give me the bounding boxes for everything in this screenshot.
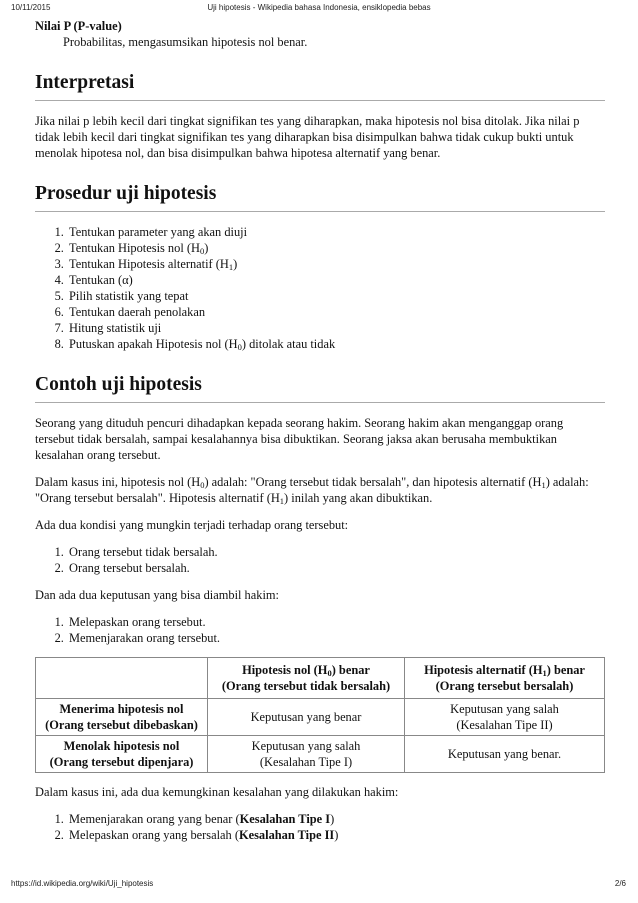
- definition-description: Probabilitas, mengasumsikan hipotesis nol benar.: [63, 35, 308, 49]
- list-item: 1. Orang tersebut tidak bersalah.: [67, 544, 605, 560]
- article-content: [35, 18, 605, 843]
- contoh-paragraph-4: Dan ada dua keputusan yang bisa diambil hakim:: [35, 588, 279, 602]
- list-item: 6. Tentukan daerah penolakan: [67, 304, 605, 320]
- table-header-h1: Hipotesis alternatif $(H_1)$ benar (Orang tersebut bersalah): [405, 658, 605, 699]
- decision-table: [35, 657, 605, 773]
- list-item: 8. Putuskan apakah Hipotesis nol $(H_0)$ ditolak atau tidak: [67, 336, 605, 352]
- table-row-header: Menerima hipotesis nol (Orang tersebut dibebaskan): [36, 699, 208, 736]
- list-item: 2. Orang tersebut bersalah.: [67, 560, 605, 576]
- contoh-paragraph-1: Seorang yang dituduh pencuri dihadapkan kepada seorang hakim. Seorang hakim akan menganggap orang tersebut tidak bersalah, sampai kesalahannya bisa dibuktikan. Seorang jaksa akan berusaha membuktikan kesalahan orang tersebut.: [35, 416, 564, 462]
- print-date: 10/11/2015: [11, 3, 51, 12]
- list-item: 7. Hitung statistik uji: [67, 320, 605, 336]
- definition-term: Nilai P (P-value): [35, 19, 122, 33]
- contoh-paragraph-2: Dalam kasus ini, hipotesis nol $(H_0)$ adalah: "Orang tersebut tidak bersalah", dan hipotesis alternatif $(H_1)$ adalah: "Orang tersebut bersalah". Hipotesis alternatif $(H_1)$ inilah yang akan dibuktikan.: [35, 475, 589, 506]
- print-title: Uji hipotesis - Wikipedia bahasa Indonesia, ensiklopedia bebas: [207, 3, 431, 12]
- table-header-row: [36, 658, 605, 699]
- heading-interpretasi: Interpretasi: [35, 72, 605, 101]
- table-row: [36, 699, 605, 736]
- contoh-paragraph-5: Dalam kasus ini, ada dua kemungkinan kesalahan yang dilakukan hakim:: [35, 785, 399, 799]
- list-item: 1. Tentukan parameter yang akan diuji: [67, 224, 605, 240]
- contoh-paragraph-3: Ada dua kondisi yang mungkin terjadi terhadap orang tersebut:: [35, 518, 349, 532]
- kondisi-list: [35, 544, 605, 576]
- print-header: [0, 3, 638, 17]
- table-cell: Keputusan yang salah (Kesalahan Tipe II): [405, 699, 605, 736]
- table-cell: Keputusan yang salah (Kesalahan Tipe I): [208, 736, 405, 773]
- list-item: 5. Pilih statistik yang tepat: [67, 288, 605, 304]
- table-corner-cell: [36, 658, 208, 699]
- heading-contoh: Contoh uji hipotesis: [35, 374, 605, 403]
- kesalahan-list: [35, 811, 605, 843]
- print-url: https://id.wikipedia.org/wiki/Uji_hipotesis: [11, 879, 154, 888]
- table-cell: Keputusan yang benar.: [405, 736, 605, 773]
- list-item: 4. Tentukan (α): [67, 272, 605, 288]
- list-item: 2. Memenjarakan orang tersebut.: [67, 630, 605, 646]
- print-footer: [0, 879, 638, 893]
- list-item: 2. Melepaskan orang yang bersalah (Kesalahan Tipe II): [67, 827, 605, 843]
- prosedur-list: [35, 224, 605, 352]
- table-row: [36, 736, 605, 773]
- heading-prosedur: Prosedur uji hipotesis: [35, 183, 605, 212]
- list-item: 2. Tentukan Hipotesis nol $(H_0)$: [67, 240, 605, 256]
- list-item: 1. Melepaskan orang tersebut.: [67, 614, 605, 630]
- table-cell: Keputusan yang benar: [208, 699, 405, 736]
- keputusan-list: [35, 614, 605, 646]
- interpretasi-paragraph: Jika nilai p lebih kecil dari tingkat signifikan tes yang diharapkan, maka hipotesis nol bisa ditolak. Jika nilai p tidak lebih kecil dari tingkat signifikan tes yang diharapkan bisa disimpulkan bahwa tidak cukup bukti untuk menolak hipotesa nol, dan bisa disimpulkan bahwa hipotesa alternatif yang benar.: [35, 114, 580, 160]
- print-page-number: 2/6: [614, 879, 626, 888]
- table-row-header: Menolak hipotesis nol (Orang tersebut dipenjara): [36, 736, 208, 773]
- list-item: 3. Tentukan Hipotesis alternatif $(H_1)$: [67, 256, 605, 272]
- list-item: 1. Memenjarakan orang yang benar (Kesalahan Tipe I): [67, 811, 605, 827]
- table-header-h0: Hipotesis nol $(H_0)$ benar (Orang tersebut tidak bersalah): [208, 658, 405, 699]
